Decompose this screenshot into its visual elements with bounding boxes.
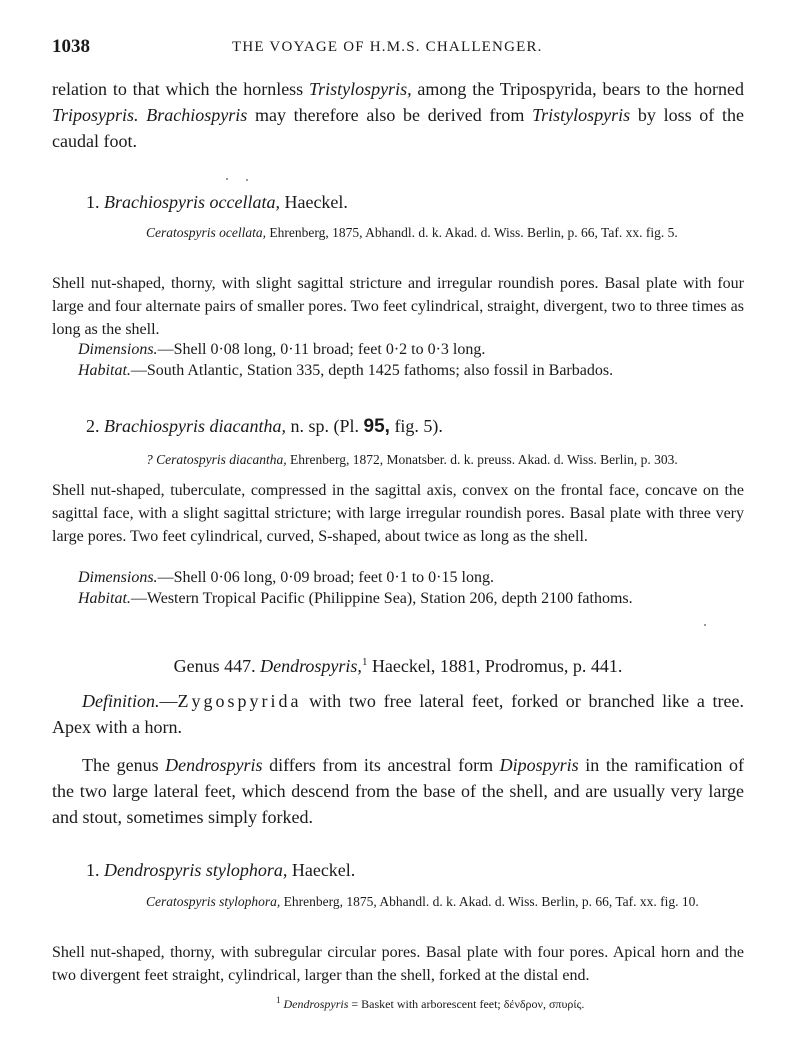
- synonym-reference: Ehrenberg, 1872, Monatsber. d. k. preuss. Akad. d. Wiss. Berlin, p. 303.: [286, 452, 678, 467]
- genus-definition: [52, 688, 744, 740]
- footnote-text: = Basket with arborescent feet; δένδρον, σπυρίς.: [348, 997, 585, 1011]
- genus-heading: [52, 650, 744, 678]
- genus-name: Dendrospyris,: [260, 656, 362, 676]
- habitat-label: Habitat.: [78, 362, 131, 379]
- synonym-name: ? Ceratospyris diacantha,: [146, 452, 287, 467]
- species-author: Haeckel.: [279, 192, 348, 212]
- taxon-name: Dipospyris: [499, 755, 579, 775]
- habitat-text: —South Atlantic, Station 335, depth 1425 fathoms; also fossil in Barbados.: [130, 362, 614, 379]
- taxon-name: Triposypris.: [52, 105, 139, 125]
- page-number: 1038: [52, 36, 90, 57]
- stray-mark: [226, 178, 228, 180]
- genus-paragraph: [52, 752, 744, 830]
- species-description: Shell nut-shaped, thorny, with slight sagittal stricture and irregular roundish pores. Basal plate with four large and four alternate pairs of smaller pores. Two feet cylindrical, straight, divergent, two to three times as long as the shell.: [52, 275, 744, 338]
- footnote-term: Dendrospyris: [283, 997, 349, 1011]
- group-name: Zygospyrida: [177, 691, 302, 711]
- genus-reference: Haeckel, 1881, Prodromus, p. 441.: [367, 656, 623, 676]
- stray-mark: [246, 179, 248, 181]
- synonymy: [146, 223, 744, 243]
- synonym-name: Ceratospyris stylophora,: [146, 894, 281, 909]
- intro-text: relation to that which the hornless: [52, 79, 310, 99]
- paragraph-text: differs from its ancestral form: [262, 755, 500, 775]
- species-number: 2.: [86, 416, 100, 436]
- dimensions: [78, 566, 744, 589]
- definition-label: Definition.: [82, 691, 160, 711]
- habitat: [78, 359, 744, 382]
- taxon-name: Dendrospyris: [165, 755, 263, 775]
- dimensions-label: Dimensions.: [78, 569, 158, 586]
- plate-number: 95,: [363, 416, 390, 437]
- synonym-reference: Ehrenberg, 1875, Abhandl. d. k. Akad. d. Wiss. Berlin, p. 66, Taf. xx. fig. 5.: [266, 225, 678, 240]
- paragraph-text: in the ramification of the two large lateral feet, which descend from the base of the shell, and are usually very large and stout, sometimes simply forked.: [52, 755, 744, 827]
- synonym-name: Ceratospyris ocellata,: [146, 225, 266, 240]
- dimensions-label: Dimensions.: [78, 341, 158, 358]
- synonymy: [146, 892, 744, 912]
- species-heading: [86, 414, 736, 439]
- habitat: [78, 587, 744, 610]
- habitat-text: —Western Tropical Pacific (Philippine Sea), Station 206, depth 2100 fathoms.: [130, 590, 633, 607]
- genus-number: Genus 447.: [173, 656, 261, 676]
- species-author: Haeckel.: [287, 860, 356, 880]
- footnote-mark: 1: [276, 995, 281, 1005]
- taxon-name: Tristylospyris: [532, 105, 631, 125]
- species-name: Brachiospyris occellata,: [104, 192, 280, 212]
- taxon-name: Brachiospyris: [146, 105, 248, 125]
- dimensions-text: —Shell 0·08 long, 0·11 broad; feet 0·2 to 0·3 long.: [157, 341, 486, 358]
- intro-text: may therefore also be derived from: [247, 105, 533, 125]
- species-number: 1.: [86, 192, 100, 212]
- species-description: Shell nut-shaped, thorny, with subregular circular pores. Basal plate with four pores. Apical horn and the two divergent feet straight, cylindrical, larger than the shell, forked at the distal end.: [52, 944, 744, 984]
- taxon-name: Tristylospyris,: [309, 79, 412, 99]
- figure-reference: fig. 5).: [389, 416, 443, 436]
- footnote: [276, 992, 744, 1012]
- definition-dash: —: [159, 691, 178, 711]
- species-heading: [86, 190, 736, 214]
- dimensions: [78, 338, 744, 361]
- definition-text: with two free lateral feet, forked or branched like a tree. Apex with a horn.: [52, 691, 744, 737]
- species-author: n. sp. (Pl.: [286, 416, 364, 436]
- paragraph-text: The genus: [82, 755, 166, 775]
- footnote-ref: 1: [361, 656, 368, 668]
- intro-text: by loss of the caudal foot.: [52, 105, 745, 151]
- habitat-label: Habitat.: [78, 590, 131, 607]
- stray-mark: [704, 624, 706, 626]
- synonymy: [146, 450, 744, 470]
- species-heading: [86, 858, 736, 882]
- synonym-reference: Ehrenberg, 1875, Abhandl. d. k. Akad. d. Wiss. Berlin, p. 66, Taf. xx. fig. 10.: [280, 894, 699, 909]
- species-number: 1.: [86, 860, 100, 880]
- running-header: [52, 36, 748, 58]
- intro-paragraph: [52, 76, 744, 154]
- intro-text: among the Tripospyrida, bears to the horned: [411, 79, 744, 99]
- dimensions-text: —Shell 0·06 long, 0·09 broad; feet 0·1 to 0·15 long.: [157, 569, 494, 586]
- species-description: Shell nut-shaped, tuberculate, compressed in the sagittal axis, convex on the frontal face, concave on the sagittal face, with a slight sagittal stricture; with large irregular roundish pores. Basal plate with three very large pores. Two feet cylindrical, curved, S-shaped, about twice as long as the shell.: [52, 482, 744, 545]
- running-title: THE VOYAGE OF H.M.S. CHALLENGER.: [232, 39, 543, 55]
- species-name: Dendrospyris stylophora,: [104, 860, 288, 880]
- species-name: Brachiospyris diacantha,: [104, 416, 286, 436]
